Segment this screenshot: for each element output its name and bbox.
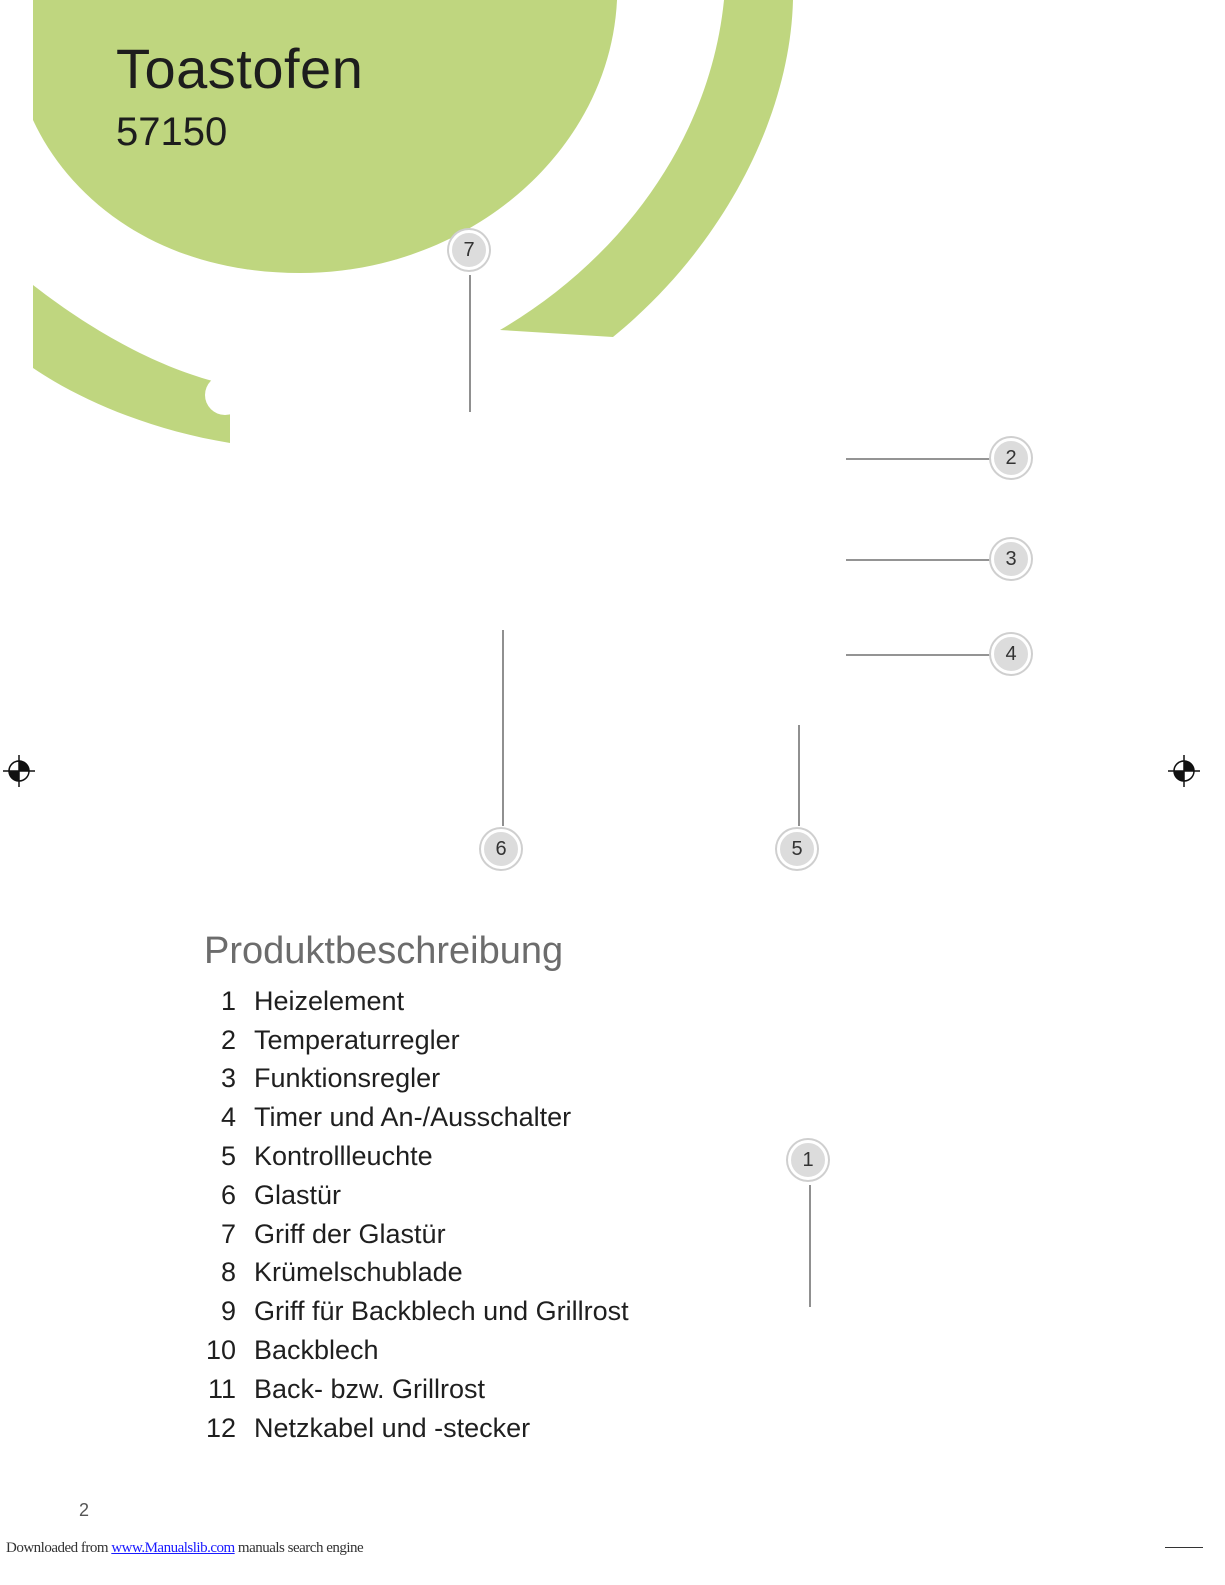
list-item xyxy=(196,1060,629,1099)
product-title: Toastofen xyxy=(116,37,364,100)
item-number: 1 xyxy=(220,985,236,1016)
list-item xyxy=(196,1098,629,1137)
item-label: Glastür xyxy=(254,1179,342,1210)
list-item xyxy=(196,1254,629,1293)
item-number: 12 xyxy=(205,1412,236,1443)
callout-4: 4 xyxy=(991,634,1031,674)
list-item xyxy=(196,1292,629,1331)
item-number: 5 xyxy=(220,1141,236,1172)
item-label: Netzkabel und -stecker xyxy=(254,1412,531,1443)
section-heading: Produktbeschreibung xyxy=(204,930,564,972)
item-number: 6 xyxy=(220,1179,236,1210)
callout-6: 6 xyxy=(481,829,521,869)
callout-3: 3 xyxy=(991,539,1031,579)
registration-mark-left xyxy=(3,755,35,787)
list-item xyxy=(196,1409,629,1448)
footer-suffix: manuals search engine xyxy=(237,1540,364,1556)
model-number: 57150 xyxy=(116,110,228,154)
item-label: Kontrollleuchte xyxy=(254,1141,433,1172)
item-number: 3 xyxy=(220,1063,236,1094)
item-number: 11 xyxy=(207,1373,236,1404)
item-number: 7 xyxy=(220,1218,236,1249)
list-item xyxy=(196,1370,629,1409)
item-label: Temperaturregler xyxy=(254,1024,460,1055)
list-item xyxy=(196,982,629,1021)
list-item xyxy=(196,1021,629,1060)
footer-divider xyxy=(1165,1547,1203,1548)
page-number: 2 xyxy=(79,1500,90,1520)
list-item xyxy=(196,1331,629,1370)
item-number: 9 xyxy=(220,1296,236,1327)
callout-5: 5 xyxy=(777,829,817,869)
item-number: 8 xyxy=(220,1257,236,1288)
item-number: 10 xyxy=(205,1335,236,1366)
list-item xyxy=(196,1176,629,1215)
footer-prefix: Downloaded from xyxy=(6,1540,109,1556)
callout-2: 2 xyxy=(991,438,1031,478)
list-item xyxy=(196,1215,629,1254)
callout-1: 1 xyxy=(788,1140,828,1180)
download-footer xyxy=(6,1540,363,1557)
list-item xyxy=(196,1137,629,1176)
item-label: Griff der Glastür xyxy=(254,1218,446,1249)
registration-mark-right xyxy=(1168,755,1200,787)
item-number: 4 xyxy=(220,1102,236,1133)
manualslib-link[interactable]: www.Manualslib.com xyxy=(111,1540,235,1556)
item-label: Back- bzw. Grillrost xyxy=(254,1373,486,1404)
item-label: Krümelschublade xyxy=(254,1257,463,1288)
item-label: Griff für Backblech und Grillrost xyxy=(254,1296,629,1327)
callout-7: 7 xyxy=(449,230,489,270)
item-number: 2 xyxy=(220,1024,236,1055)
item-label: Timer und An-/Ausschalter xyxy=(254,1102,572,1133)
item-label: Backblech xyxy=(254,1335,379,1366)
item-label: Heizelement xyxy=(254,985,405,1016)
item-label: Funktionsregler xyxy=(254,1063,441,1094)
parts-list xyxy=(196,982,629,1448)
